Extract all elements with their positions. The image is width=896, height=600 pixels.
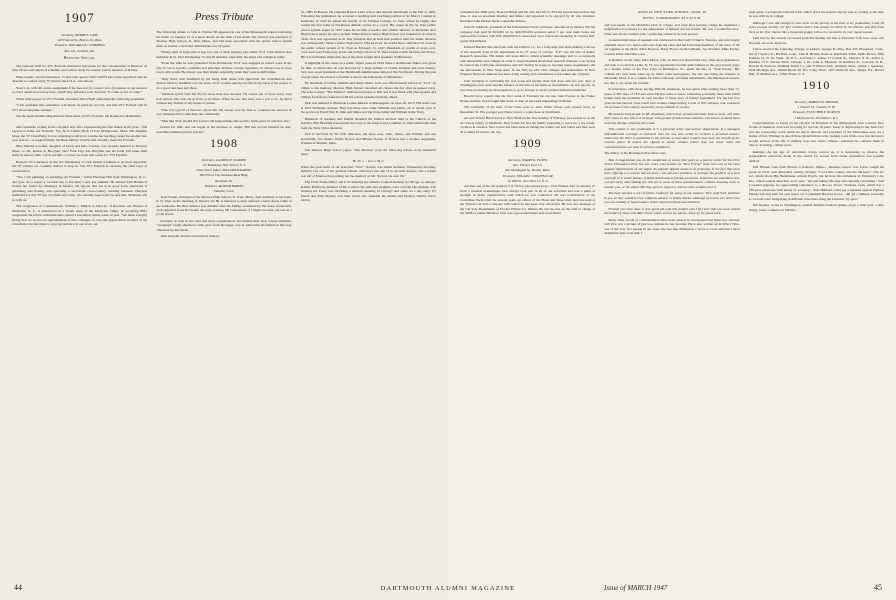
paragraph: Miss Marsha Goodnet, daughter of Grick and Mrs. Crocker, was recently married in Newton, Mass., to Mr. Robert A. Broyjian, New York City. Mr. Broyjian and his bride will make their home in Akron, Ohio. Crick and Mrs. Crocker we hope will return for '07's Fortieth. xyxy=(12,144,148,158)
magazine-name-footer: DARTMOUTH ALUMNI MAGAZINE xyxy=(380,585,516,592)
paragraph: Jim Kersley works in Washington, attends Redskin football games, plays a little golf, a little bridge, leads a simple but full life... xyxy=(748,203,884,212)
free-press-editor-heading: The Editor of the Burlington Free Press says: xyxy=(604,151,667,156)
paragraph: Edward Bartlett who has been with the DuPont Co. for a long time, has been making a survey of the research done in his department in its 27 years of activity. "E.P." has the title of Senior Research Associate. His duties call upon him to attend scientific meetings and to occasionally visit universities and colleges in order to keep informed about their research interests. Last Spring he visited the California universities and this Spring he hopes to become better acquainted with the universities in New York state. In the Fall, he will visit colleges and universities in New England. Between times he has been doing writing and consultation work within the company. xyxy=(460,45,596,77)
paragraph: When interviewed on '07's Fortieth, President Jim O'Neill authorized the following statement: xyxy=(16,96,146,101)
treasurer-address: Fabville, Conn. xyxy=(213,189,235,194)
paragraph-quoted: May I congratulate you on the completion of nearly five years as a feature writer for the Free Press. Throughout these few war years, your feature on "Your Friend" when been one of the most popular departments of our paper. Its popular appeal seems to be primarily in the fact that each day's offering is a human interest story—one person's problem, or perhaps the problem of a man and wife or a whole family—frankly stated and as frankly answered. It amuses me sometimes how you get away with making the risk act in some of these questionnaires without arousing them to murder you, or the editor. But they seem to expect it, and the other readers love it. xyxy=(604,157,740,189)
paragraph: and was leader of the Mandolin Club at college, and even after leaving college he organized a neighborhood orchestra for the amusement of himself and his friends. He was a wonderful story-teller and always formed quite a gathering whenever he was present. xyxy=(604,22,740,36)
paragraph: By hundreds of former students and many others, Jack was affectionately known as "Prof." In tribute to his memory, Monroe High School cancelled all classes the day after he passed away. The school paper, "The Monitor" dedicated an issue to him and it was filled with photographs and tributes from those connected with the school system and many others. xyxy=(300,81,436,99)
class-year-heading-1910: 1910 xyxy=(802,78,831,93)
paragraph: One classmate writing from a hospital bed, after experiencing his first illness in 69 years, "still expects to make our Fortieth." Yes, he is Charlie Beck of East Bridgewater, Mass. His daughter Mary, the '07 Class Baby, is now returning to Africa to resume her teaching career for another ten-year period.—A rugged family, the Beck family! Charlie will certainly make the Fortieth. xyxy=(12,124,148,142)
paragraph: See the April Alumni Magazine for more news on '07's Fortieth, the Reunion to Remember. xyxy=(16,114,142,119)
paragraph-quoted: You have become a sort of father confessor for many of our readers. They send their petitions to you as they would to their religious advisor or family doctor, although of course you never hint you are reading or legal matters which require professional attention. xyxy=(604,191,740,205)
paragraph: Probably no man in the class had more acquaintances and friends than Jack, whose nickname "Greetings" really attached to him, grew from his happy way in addressing his friends in that way whenever he met them. xyxy=(156,218,292,232)
paragraph: Jack is survived by his wife Marriette, his three sons, John, James, and William and one grandchild, two sisters, Nellie Norton and Minnie Norton of Boston and a brother, Augustine, William of Malden, Mass. xyxy=(300,132,436,146)
paragraph: "I am confident that attendance will break all previous records, and that '07's Fortieth will be '07's most enjoyable reunion." xyxy=(12,103,148,112)
treasurer-line: Treasurer, EDGAR L. CHAPPELLOR xyxy=(502,173,553,178)
paragraph: I am sure he has already recovered from this feeling and that at Reunions from now on he will blossom out as he deserves. xyxy=(748,36,884,45)
paragraph: Retiring—As the age of retirement creeps toward us, it is interesting to observe the geographical selections made in the search for escape from urban articulation and worldly turmoil. xyxy=(748,149,884,163)
paragraph-quoted: Frankly you have done a very good job with this feature and I feel sure that you have raised the minds of many who didn't know where to turn for advice. Keep up the good work. xyxy=(604,206,740,216)
paragraph: In interviews with those having difficult situations, he has given time tending more than 7,1 years of 365 days of 18 hours each. He has come to know somewhat accurately more than 6,000 homes with the problems of each peculiar to these days of family adjustment. For the last five years he has been in close touch with women camps having a total of 870 campers, who represent all sections of the country and nearly every stratum of society. xyxy=(604,87,740,110)
secretary-address: 1 Cleaver St., Canaan, N. H. xyxy=(797,105,836,110)
right-page-columns xyxy=(460,10,884,550)
paragraph: Jack Zeelijens is continuing his war work and spends three full days and two part days in Washington each week and the balance of the time at his home in Swarthmore. At last reports, he was busy promoting six investigations to go to Europe to study German industrial medicine. xyxy=(460,78,596,92)
secretary-address: 426 Washington St., Boston, Mass. xyxy=(504,168,551,173)
secretary-company: Wm. Filene's Sons Co. xyxy=(512,162,543,167)
treasurer-address: Box 126, Guilford, Me. xyxy=(64,48,95,53)
press-tribute-title: Press Tribute xyxy=(194,11,254,23)
memorial-tribute-title: He Was a Great Man xyxy=(352,158,384,163)
paragraph: A member of our class, Eben Morse, who we have not heard from very often since graduation, and who is located in Lyme, N. H., has apparently become quite famous in the past several years as a feature writer of the Free Press of Burlington, Vt., under the title of "Your Friend." His column has now been taken up by many other newspapers, the last one being the Gazette in Haverhill, Mass. It is a column for advice and help on family adjustments. The Burlington Gazette has this to say about his column: xyxy=(604,58,740,85)
paragraph: Harold Joyce reports that the first week of February he ran into Jack Everest at the Parker House and that Jack brought him down to date on the latest happenings in Maine. xyxy=(460,94,596,103)
paragraph: Earl Nielsen went from Boston to Palermo, Maine... Business reason. Jess Porter sought his haven in lower rural Maryland, writing recently, "I love this country and the life here"—We are not certain about Big Bushmaser, Abram Everly, but he lives his retirement in University City, Mo., which sounds attractive, as he puts, "but just taking life easy and enjoying everything." Ned Loveland prepares for approaching retirement to a 90-cow Stowe, Vermont, farm, which has a 100-year-old-house with plenty of accuracy... Stan Hubbard could get a pleasant upstate Hudson Mendy who has built his own house on "Locksmith Harvard Grove—did get a glimpse yesterday as we both were whispering in different directions along the Lebanon "by-pass." xyxy=(748,165,884,201)
paragraph-quoted: Although I was old enough to have been on the faculty at the time of my graduation, I was 28 years toward senility, the fact remains that I was always terrified by the fellows and fled from them at the first chance like a desperate puppy with a tin can tied to its rear signal season. xyxy=(748,20,884,34)
paragraph: The Class Notes Editor and Lola attended the Alumni Council meeting in Chicago in January. Robbie Robinson, member of the Council, his wife and daughter, were on from Des Moines. The eminent Dr. Foley was attending a medical meeting in Chicago and came on a day early. Ev Marsh and Park Slattery and their wives also attended the dinner and Eleanor Skillin, Pete's widow, xyxy=(300,180,436,203)
class-year-heading-1907: 1907 xyxy=(64,10,95,25)
paragraph: Jack was married to Marriette Louise Minson at Minneapolis on June 28, 1913. His home was at 1874 Wellesley Avenue. They had three sons, John, William and James, all of whom were in the service in World War II. John and James serving in the Army and William in the Navy. xyxy=(300,101,436,115)
treasurer-line: Treasurer, WILLARD H. CUMMINGS xyxy=(54,43,105,48)
paragraph: A highlight of his career as a public figure came in 1939 when a testimonial dinner was given for him, at which time he was honored by a large number of former students and civic leaders. Jack was a past president of the Dartmouth Alumni Association of the Northwest. During the past several years, he acted as a football scout for the University of Minnesota. xyxy=(300,61,436,79)
secretary-line: Secretary, HAROLD P. HINMAN xyxy=(794,99,839,104)
right-page xyxy=(448,0,896,600)
paragraph: Jack Norton, Principal of the Monroe High School, St. Paul, Minn., died suddenly at his home in St. Paul on the morning of January 22. He is believed to have suffered a heart attack while in the bathroom. He died within a few minutes after his family, awakened by the noise, found him. Jack appeared in perfect health the prior evening. He complained of a slight ear-ache, but was in a jovial mood. xyxy=(156,194,292,217)
right-column-1 xyxy=(460,10,595,550)
paragraph-quoted: This column is not syndicated. It is a personal letter and answer department. If a managed self-addressed envelope is enclosed, then the one who writes in receives a personal answer. Otherwise the letter is published in the column so that other readers may have the benefit of the counsel given. If names are signed to public column letters they are never used. All communications are held in strictest confidence. xyxy=(604,127,740,149)
left-column-2 xyxy=(156,10,291,550)
secretary-address: 115 Broadway, New York 6, N. Y. xyxy=(202,162,246,167)
paragraph: Art and Serena Birch drove to New Bedford the first Sunday of February and looked in on the Art Lewis family at Medfield. They found Art and his family preparing to leave for a six weeks' vacation in Jamaica. Mrs. Lewis has been quite ill during the winter, but was better and they were all looking forward to the trip. xyxy=(460,116,596,134)
left-column-3 xyxy=(301,10,436,550)
annual-dinner-heading-line1: ANNUAL NEW YORK DINNER, APRIL 16 xyxy=(637,10,707,14)
paragraph: 16, 1885 in Boston. He attended Boston Latin school and entered Dartmouth in the Fall of 1904. Following his graduation, he accepted a teaching and coaching position at St. Mary's College in Kentucky. In 1912 he joined the faculty of St. Thomas College, St. Paul, where he taught, and earned his first fame in Northwest athletic circles as a coach. His career in the St. Paul public school system began in 1915 when he became a teacher and athletic director at Mechanic Arts High School where he also coached. When Monroe Junior High School was founded in St. Paul in 1926, Jack was appointed as its first principal and he held that position until his death. Monroe was subsequently made a senior high school. Had he lived, he would have completed 32 years in the public school system of St. Paul on February 15, 1947. Hundreds of youths of every race, color and creed from every grade and in high school of St. Paul looked to him for help and advice. His wit and humor made him one of the most sought after speakers in Minnesota. xyxy=(300,10,436,59)
page-number-left: 44 xyxy=(14,583,22,592)
right-column-2 xyxy=(604,10,739,550)
paragraph: "This was typical of Norton's whole life. He always was the first to volunteer his services in any campaign that would help the community. xyxy=(156,107,292,117)
paragraph: "Men like 'Prof' should live forever. He helped make this world a better place in which to live." xyxy=(160,118,292,123)
class-notes-editor-city: Rockford, Ill. xyxy=(215,178,233,183)
treasurer-line: Treasurer, FLETCHER P. BURTON xyxy=(792,110,840,115)
paragraph: Your C.O. will fail on his assignment if he does not (1) contact you, (2) answer or get answers to every question you may have, which may influence your decision "to come or not to come." xyxy=(12,85,148,95)
paragraph: fection for him, and our regret at his decision to resign. Bill has proved himself an able, unselfish, unbiased public servant." xyxy=(156,125,292,134)
paragraph: Congratulations to Eastis on his election as President of the Minneapolis Area Council, Boy Scouts of America! Active in Scouting for the last 18 years, Eassy is duplicating in the Twin City area the noteworthy work which he did as director and president of the Milwaukee area. As a matter of fact, Whitney is one of those grand fellows who, lacking a son of his own, has devoted a goodly portion of his life to making boys into better citizens—wherever he contacts them in school, Scouting, college years. xyxy=(748,120,884,148)
paragraph: "From the time he was graduated from Dartmouth, 'Prof' was engaged in school work in the role of coach, teacher, confidant and principal. In these various capacities, he always was in close touch with youth. He always was their friend, especially when they were in difficulties. xyxy=(156,61,292,75)
paragraph-quoted: He believes that people in life situations, which have proved extremely hard to meet, will state their cases to one who is a stranger with greater freedom than someone who knows of about them and may divulge what has been said. xyxy=(604,111,740,125)
secretary-line: Secretary, HENRY E. LANE xyxy=(61,32,99,37)
class-year-heading-1908: 1908 xyxy=(209,135,238,150)
paragraph: Many other words of commendation have been quoted by newspapers but these few remarks will give you a picture of just how famous he has become. He is also written up in Who's Who, one of the very few people in our class who has that distinction. I wrote to Leon and had a most delightful reply from him. I xyxy=(604,217,740,236)
class-year-heading-1909: 1909 xyxy=(513,136,542,151)
address-changes-paragraph: I have received the following changes of address: George R. Abbe, Box 303, Brookford, Conn., and 117 Spruce St., Hartford, Conn., John B. Brandy, Rosie A. Rathbrum, Edith, Ophis Brown, 3850 Rodman St., N. W., Wash. 16, D. C., Lawrence C. Chase, 15 Carlton St., Littleton, N. H., Arthur A. Madden, 55 E. Wacker Drive, Chicago 1, Ill., John A. Marshall, 59 Rumford St., Concord, N. H., Howard B. Peterson, Waltham Watch Co., and 37 Ellison Park, Waltham, Mass., Arthur J. Spenberg, 1626 Michigan Ave., Miami Beach 39, Fla., Craig Thorn, 3105 Wallcroft Ave., Tampa, Fla., Harold Hall, 25 Midland Ave., White Plains, N. Y. xyxy=(748,47,884,77)
paragraph: A solemn high mass of requiem was celebrated in Our Lady's Church, Newton, and was largely attended. Don's two sisters and sons from the class and the following members of the class of '09 sat together at the Mass: Allen Newton, Harry Floyd, Norm Gethanis, Joe Worthen, Mike Feeley, Gordon Waite and Dick Lord. xyxy=(604,38,740,56)
paragraph: John H. Atkinson, president of the International Paper Company, announced in January that the company had paid $1,563,000 on its $29,583,000 seniored serial 5 per cent bank loans and replaced the balance with $18,-000,000 new unsecured 3 per cent notes, maturing in varying half-yearly installments. xyxy=(460,25,596,43)
paragraph: John Aloysius Norton was born on January xyxy=(160,234,220,239)
paragraph: must quote a paragraph from his letter which gives the reason why he was so writing at the time he was with us in college: xyxy=(748,10,884,19)
paragraph: The Monroe High School paper, "The Monitor" paid the following tribute in its memorial issue: xyxy=(300,147,436,157)
paragraph: Hundreds of students and friends attended the funeral services held at the Church of the Nativity. Bob Blaisdell represented the Class at the funeral and a number of other Dartmouth men from the Twin Cities attended. xyxy=(300,116,436,130)
paragraph: The following tribute to John A. Norton '08 appeared in one of the Minneapolis papers following his death on January 22 of a heart attack. At the time of his death, Mr. Norton was principal of Monroe High School, St. Paul, Minn., and had been associated with the public school system there as teacher, coach and administrator for 32 years. xyxy=(156,30,292,48)
left-page-columns xyxy=(12,10,436,550)
page-number-right: 45 xyxy=(874,583,882,592)
issue-date-footer: Issue of MARCH 1947 xyxy=(604,584,668,592)
secretary-address: 140 Federal St., Boston 10, Mass. xyxy=(57,38,103,43)
secretary-line: Secretary, LAURENCE SUMMES xyxy=(201,157,247,162)
treasurer-line: Treasurer, ARTHUR BARNES xyxy=(204,183,244,188)
paragraph: The General Staff for '07's Fortieth announces that plans for the concentration at Hanover on June 20 are well ahead of schedule, and will be ready for release well in advance of D-Day. xyxy=(12,63,148,73)
reunion-special-subhead: Reunion Special xyxy=(63,56,96,61)
treasurer-address: 16 Wall St., New York 15, N. Y. xyxy=(507,178,548,183)
paragraph: The resignation of Commissioner William J. Minick as Director of Revenue and Finance at Montclair, N. J., is announced in a recent issue of the Montclair Times. In accepting Bill's resignation his fellow-commissioners passed a resolution which reads, in part, "We think it highly fitting that we record our appraisement of this colleague of ours, the appreciation we have of the consultation he has made to good governance in our town, our xyxy=(12,204,148,227)
paragraph: When the great heart of our principal, "Prof." Norton, was stilled suddenly Wednesday morning, Industry lost one of her greatest friends, education lost one of its greatest leaders, and a nation was left at Monroe that nothing but the memory of Mr. Norton can ever fill." xyxy=(300,164,436,178)
class-notes-editor-line: Class Notes Editor, WILLIAM B KARNET xyxy=(196,168,252,173)
paragraph: "Only those who benefited by his many kind deeds will appreciate the contributions that Norton made to mankind over the years. 'Prof' worked quietly but effectively back of the scenes to do a good turn here and there. xyxy=(156,76,292,90)
paragraph: The sympathy of the men of the Class goes to Alex Miller whose wife passed away on December 31. His younger son, Dana, is now a sophomore at Dartmouth. xyxy=(460,105,596,114)
paragraph: Another one of the old stand-by's of '09 has just passed away—Don Watson died on January 27 from a cerebral hemorrhage. Don always took part in all of our activities and was a pillar of strength in many organizations with which he was connected. He was Commodore of the Corinthian Yacht Club for several years, an officer of the Book and Shoe Club, and was land of the Watson Cut Sole Company with which he had been very successful. He was also manager of the Cut Sole Department of Procter Ellison Co. During the war he was on the staff in charge of the WPB's Leather Division. Don was a good entertainer and loved music xyxy=(460,184,596,216)
paragraph: Boston's '07 Luncheon on the last Wednesday of each month continues to be most enjoyable. All '07 visitors are cordially invited to drop in. The '07's Fortieth is currently the chief topic of conversation. xyxy=(12,159,148,173)
paragraph: "Young men of high school age lost one of their greatest pals when 'Prof' John Norton died suddenly in St. Paul Wednesday. So did all athletics, especially the preps and collegiate ranks. xyxy=(156,50,292,59)
paragraph: "Yes, I am planning on attending our Fortieth," writes Harrison Hill from Washington, D. C., and goes on to report a vacation trip to the West Coast last summer. He missed Sam Barnes in Seattle but found Joe Mahoney in Denver. He reports that Joe is in good form, interested in gardening and fishing, and operating a successful cross-country trucking business. Harrison reminded Joe that '07 has a Fortieth next June. We certainly hope both Joe and Mrs. Mahoney will be with us. xyxy=(12,175,148,202)
paragraph: Plans require overall attendance. To that end, special 1907 CON'S have been appointed and are directed to contact every '07 man in the U.S.A. and abroad. xyxy=(12,74,148,84)
annual-dinner-heading-line2: HOTEL COMMODORE AT 6:30 P.M. xyxy=(642,16,702,21)
secretary-line: Secretary, HARRY R. FLOYD xyxy=(508,157,548,162)
paragraph: completed the 1908 party. Howard Hilton and his wife had left for Florida several days before that time. It was an excellent meeting and dinner and appeared to be enjoyed by all who attended. President John Dickey made a splendid address. xyxy=(460,10,596,23)
right-column-3 xyxy=(749,10,884,550)
paragraph: "Amateur sports were his life for more than four decades. He wasn't one of those noisy soap box sentors who was out in front at all times. When he saw that there was a job to do, he did it without any fanfare or any hopes of praise. xyxy=(156,92,292,106)
treasurer-address: 1 Weybosset St., Providence, R. I. xyxy=(794,115,839,120)
class-notes-editor-address: 609 Forest City National Bank Bldg. xyxy=(199,173,249,178)
left-column-1 xyxy=(12,10,147,550)
